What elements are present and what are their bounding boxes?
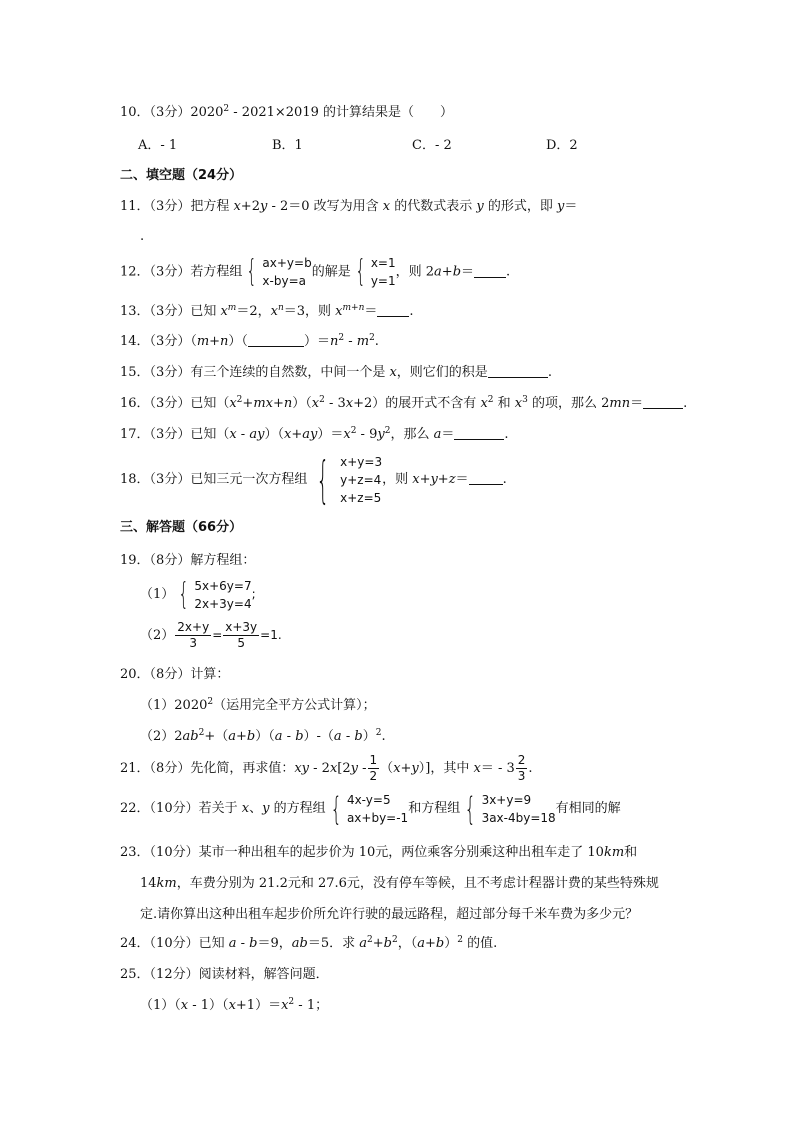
question-21	[120, 752, 533, 788]
equation: x-by=a	[262, 274, 306, 288]
q20-part-1	[140, 696, 376, 716]
var: x	[382, 199, 391, 214]
var: y	[259, 199, 268, 214]
exponent: 2	[223, 104, 230, 114]
var: x	[345, 396, 354, 411]
text: - 2	[309, 761, 330, 776]
var: ay	[249, 427, 265, 442]
denominator: 3	[189, 636, 198, 650]
var: x	[220, 304, 228, 319]
text: 、	[249, 801, 263, 816]
q10-options	[138, 134, 698, 154]
text: 12．（3分）若方程组	[120, 264, 243, 280]
var: x	[480, 396, 488, 411]
question-17	[120, 425, 509, 445]
var: x	[229, 427, 237, 442]
left-brace: {	[246, 254, 258, 289]
denominator: 5	[237, 636, 246, 650]
text: ＝9，	[257, 936, 292, 951]
equations	[340, 453, 382, 507]
text: 和	[493, 396, 515, 411]
text: 的方程组	[269, 801, 326, 816]
question-10	[120, 103, 453, 123]
mixed-fraction	[516, 753, 528, 784]
exponent: 3	[522, 395, 528, 405]
answer-blank[interactable]	[377, 302, 409, 317]
q10-option-c: C．- 2	[412, 138, 452, 153]
text: .	[528, 761, 533, 776]
text: - 2＝0 改写为用含	[267, 199, 383, 214]
text: ）（	[292, 396, 312, 411]
equation: y+z=4	[340, 472, 382, 487]
exponent: 2	[198, 728, 205, 738]
var: b	[452, 264, 462, 280]
text: =1.	[260, 628, 282, 642]
text: -	[358, 761, 367, 776]
text: 和方程组	[408, 801, 461, 816]
var: x	[514, 396, 523, 411]
var: x+y+z	[412, 472, 456, 487]
q10-stem: 10．（3分）2020	[120, 105, 224, 120]
question-16	[120, 394, 687, 414]
equations	[371, 254, 396, 290]
text: ）（	[264, 427, 284, 442]
section-fill-in-title: 二、填空题（24分）	[120, 168, 243, 183]
text: ＝	[630, 396, 644, 411]
text: +	[441, 264, 453, 280]
unit: km	[603, 845, 625, 860]
exponent: 2	[384, 426, 391, 436]
equations	[262, 254, 311, 290]
text: ＝3，则	[283, 304, 336, 319]
question-25: 25．（12分）阅读材料，解答问题．	[120, 967, 329, 982]
equation-system-2	[460, 791, 555, 827]
answer-blank[interactable]	[474, 263, 506, 278]
q19-part-1	[140, 576, 256, 616]
denominator: 3	[517, 769, 526, 783]
exponent: n	[277, 303, 284, 313]
equation: y=1	[370, 274, 396, 288]
text: -	[282, 729, 296, 744]
numerator: 2x+y	[177, 620, 210, 634]
q20-part-2	[140, 727, 386, 747]
var: m	[356, 334, 370, 349]
text: .	[547, 365, 552, 380]
exponent: m+n	[342, 303, 365, 313]
equation: ax+y=b	[262, 256, 312, 270]
text: 18．（3分）已知三元一次方程组	[120, 472, 308, 487]
var: a	[433, 427, 442, 442]
var: x	[241, 801, 250, 816]
text: （	[380, 761, 394, 776]
equation: x=1	[370, 256, 396, 270]
q11-answer-dot: .	[140, 229, 145, 244]
var: b	[295, 729, 304, 744]
exponent: 2	[319, 395, 325, 405]
var: y	[262, 801, 270, 816]
text: +	[272, 396, 284, 411]
equation-system	[174, 577, 251, 613]
text: 14	[140, 876, 157, 891]
answer-blank[interactable]	[454, 425, 504, 440]
var: x	[180, 998, 189, 1013]
text: 13．（3分）已知	[120, 304, 221, 319]
text: 21．（8分）先化简，再求值：	[120, 761, 295, 776]
answer-blank[interactable]	[469, 470, 503, 485]
equations	[194, 577, 251, 613]
var: b	[249, 936, 258, 951]
exponent: 2	[367, 935, 373, 945]
text: +1）＝	[235, 998, 282, 1013]
var: a	[274, 729, 283, 744]
text: 的值.	[462, 936, 498, 951]
question-24	[120, 934, 497, 954]
text: +	[291, 427, 303, 442]
var: ab	[291, 936, 308, 951]
exponent: 2	[338, 333, 345, 343]
text: +	[372, 936, 384, 951]
fraction	[175, 620, 211, 651]
equation: x+z=5	[340, 490, 382, 505]
text: ，那么	[390, 427, 434, 442]
text: ＝2，	[236, 304, 271, 319]
var: a	[359, 936, 368, 951]
text: .	[502, 472, 507, 487]
answer-blank[interactable]	[488, 363, 548, 378]
text: ，则它们的积是	[396, 365, 488, 380]
left-brace: {	[316, 450, 330, 509]
question-12	[120, 254, 510, 294]
var: x+y	[393, 761, 419, 776]
var: a+b	[228, 729, 256, 744]
text: （运用完全平方公式计算）；	[213, 698, 376, 713]
var: xy	[294, 761, 310, 776]
answer-blank[interactable]	[643, 394, 683, 409]
solution-system	[351, 254, 396, 290]
text: ;	[251, 587, 256, 601]
equation-system	[242, 254, 311, 290]
text: -	[236, 936, 250, 951]
unit: km	[156, 876, 177, 891]
text: ＝	[564, 199, 578, 214]
question-23-line-2	[140, 874, 659, 894]
equation: 5x+6y=7	[194, 578, 252, 593]
question-18	[120, 452, 507, 512]
text: 的代数式表示	[390, 199, 477, 214]
var: y	[476, 199, 484, 214]
text: - 3	[324, 396, 346, 411]
q10-option-a: A．- 1	[138, 138, 178, 153]
text: 15．（3分）有三个连续的自然数，中间一个是	[120, 365, 390, 380]
text: ＝	[441, 427, 455, 442]
text: ）＝	[303, 334, 330, 349]
text: ）（	[255, 729, 275, 744]
text: - 9	[356, 427, 378, 442]
exponent: 2	[369, 333, 375, 343]
text: +2）的展开式不含有	[353, 396, 481, 411]
var: x	[473, 761, 481, 776]
fraction	[368, 753, 380, 784]
text: ）（	[228, 334, 248, 349]
text: （1）2020	[140, 698, 208, 713]
text: ）-（	[303, 729, 334, 744]
var: x	[335, 304, 343, 319]
var: a	[228, 936, 237, 951]
var: m+n	[196, 334, 229, 349]
var: x	[281, 998, 289, 1013]
text: 22．（10分）若关于	[120, 801, 242, 816]
text: .	[506, 264, 511, 280]
text: .	[381, 729, 386, 744]
var: y	[557, 199, 565, 214]
text: ）]，其中	[418, 761, 474, 776]
text: ）	[362, 729, 376, 744]
var: y	[350, 761, 358, 776]
text: 14．（3分）（	[120, 334, 197, 349]
text: ＝ - 3	[480, 761, 515, 776]
text: 的项，那么 2	[527, 396, 610, 411]
answer-blank[interactable]	[248, 332, 304, 347]
text: 和	[624, 845, 638, 860]
q25-part-1	[140, 996, 328, 1016]
text: （2）2	[140, 729, 183, 744]
exponent: 2	[457, 935, 463, 945]
var: b	[383, 936, 392, 951]
text: +2	[240, 199, 260, 214]
var: x	[329, 761, 338, 776]
text: - 1）（	[188, 998, 229, 1013]
text: .	[504, 427, 509, 442]
left-brace: {	[355, 254, 366, 289]
question-14	[120, 332, 379, 352]
text: -	[344, 334, 357, 349]
text: -	[341, 729, 355, 744]
question-15	[120, 363, 552, 383]
exponent: 2	[391, 935, 398, 945]
equation: 2x+3y=4	[194, 596, 252, 611]
q10-option-d: D．2	[546, 138, 578, 153]
question-19: 19．（8分）解方程组：	[120, 553, 256, 568]
left-brace: {	[464, 789, 476, 828]
left-brace: {	[178, 576, 190, 612]
equation: ax+by=-1	[346, 810, 409, 825]
question-23-line-1	[120, 843, 637, 863]
text: 17．（3分）已知（	[120, 427, 230, 442]
text: 的形式，即	[483, 199, 558, 214]
var: a+b	[417, 936, 445, 951]
question-23-line-3: 定.请你算出这种出租车起步价所允许行驶的最远路程，超过部分每千米车费为多少元？	[140, 907, 639, 922]
text: +	[242, 396, 254, 411]
exponent: m	[227, 303, 237, 313]
text: ，则 2	[395, 264, 435, 280]
text: .	[683, 396, 688, 411]
question-22	[120, 790, 621, 832]
equations	[482, 791, 556, 827]
q10-option-b: B．1	[272, 138, 303, 153]
text: ＝	[461, 264, 475, 280]
var: x	[283, 427, 292, 442]
var: x	[343, 427, 351, 442]
numerator: 1	[369, 753, 378, 767]
question-13	[120, 302, 414, 322]
text: ＝	[455, 472, 469, 487]
exponent: 2	[487, 395, 494, 405]
text: .	[409, 304, 414, 319]
question-11	[120, 197, 577, 217]
numerator: 2	[517, 753, 526, 767]
fraction	[223, 620, 259, 651]
text: 24．（10分）已知	[120, 936, 229, 951]
var: mx	[253, 396, 273, 411]
section-answer-title: 三、解答题（66分）	[120, 520, 243, 535]
left-brace: {	[330, 789, 342, 828]
text: 23．（10分）某市一种出租车的起步价为 10元，两位乘客分别乘这种出租车走了 10	[120, 845, 604, 860]
text: （1）（	[140, 998, 181, 1013]
var: n	[329, 334, 339, 349]
exponent: 2	[236, 395, 243, 405]
text: ，则	[382, 472, 413, 487]
text: ，（	[397, 936, 418, 951]
text: 的解是	[311, 264, 351, 280]
exponent: 2	[350, 426, 357, 436]
var: n	[283, 396, 293, 411]
text: +（	[204, 729, 229, 744]
var: x	[270, 304, 278, 319]
text: 16．（3分）已知（	[120, 396, 230, 411]
var: a	[434, 264, 442, 280]
var: a	[333, 729, 342, 744]
text: - 1；	[294, 998, 329, 1013]
equation-system-1	[326, 791, 409, 827]
numerator: x+3y	[225, 620, 258, 634]
exponent: 2	[288, 997, 295, 1007]
text: （1）	[140, 587, 175, 602]
text: .	[374, 334, 379, 349]
denominator: 2	[369, 769, 378, 783]
text: [2	[337, 761, 351, 776]
text: （2）	[140, 628, 175, 643]
var: ab	[182, 729, 199, 744]
text: -	[236, 427, 250, 442]
equation: x+y=3	[340, 454, 383, 469]
exponent: 2	[375, 728, 382, 738]
q19-part-2	[140, 618, 282, 654]
var: x	[389, 365, 397, 380]
equation: 3x+y=9	[481, 792, 532, 807]
var: x	[229, 396, 237, 411]
var: ay	[302, 427, 318, 442]
equation: 3ax-4by=18	[481, 810, 556, 825]
equation-system	[307, 450, 383, 509]
text: ）＝	[317, 427, 344, 442]
var: x	[233, 199, 241, 214]
var: mn	[609, 396, 631, 411]
text: ＝	[364, 304, 378, 319]
var: b	[354, 729, 363, 744]
text: ）	[444, 936, 458, 951]
text: =	[212, 628, 223, 642]
exponent: 2	[207, 697, 214, 707]
q10-stem-rest: - 2021×2019 的计算结果是（ ）	[229, 105, 453, 120]
equation: 4x-y=5	[346, 792, 391, 807]
text: ，车费分别为 21.2元和 27.6元，没有停车等候，且不考虑计程器计费的某些特殊规	[176, 876, 659, 891]
var: y	[377, 427, 385, 442]
text: ＝5．求	[307, 936, 360, 951]
var: x	[311, 396, 320, 411]
question-20: 20．（8分）计算：	[120, 667, 230, 682]
text: 有相同的解	[555, 801, 621, 816]
text: 11．（3分）把方程	[120, 199, 234, 214]
equations	[347, 791, 408, 827]
var: x	[228, 998, 236, 1013]
